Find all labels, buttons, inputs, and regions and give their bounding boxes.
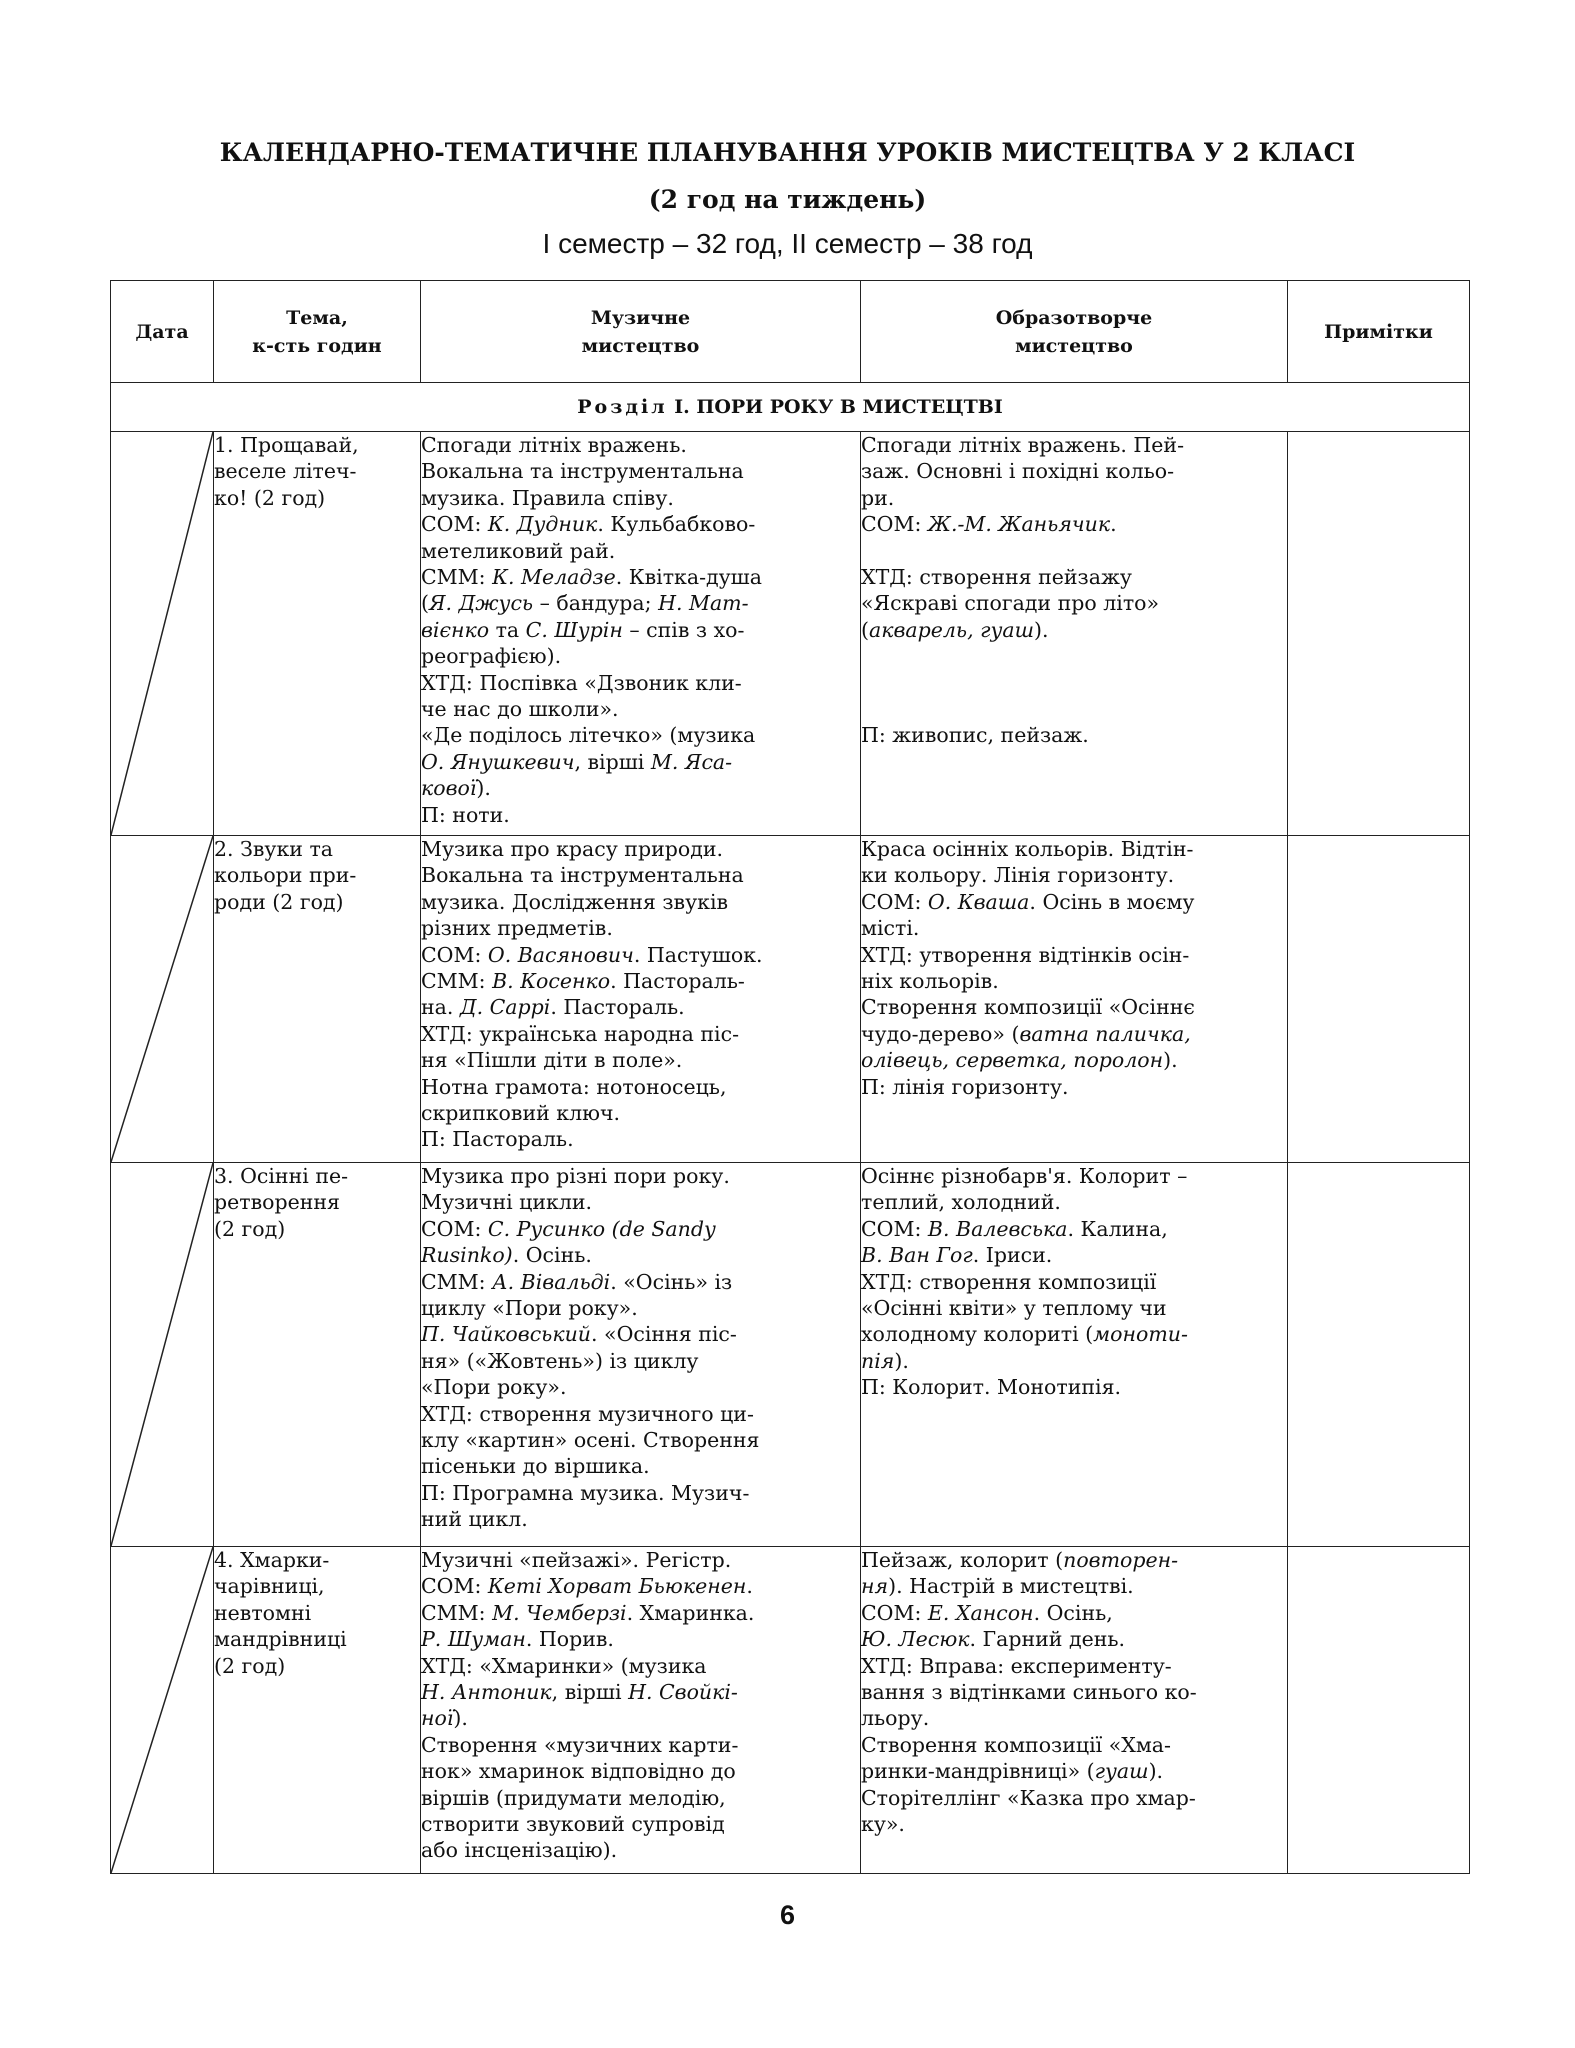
- page-title: КАЛЕНДАРНО-ТЕМАТИЧНЕ ПЛАНУВАННЯ УРОКІВ МИСТЕЦТВА У 2 КЛАСІ: [219, 138, 1356, 167]
- date-cell: [111, 836, 214, 1163]
- visual-line: Створення композиції «Хма-: [861, 1732, 1171, 1757]
- music-line: че нас до школи».: [421, 697, 619, 722]
- italic-name: Rusinko): [421, 1243, 513, 1268]
- visual-line: П: Колорит. Монотипія.: [861, 1375, 1122, 1400]
- visual-line: ХТД: створення пейзажу: [861, 565, 1132, 590]
- visual-line: П: живопис, пейзаж.: [861, 723, 1089, 748]
- topic-line: кольори при-: [214, 863, 357, 888]
- music-line: ної).: [421, 1706, 468, 1731]
- music-line: П. Чайковський. «Осіння піс-: [421, 1322, 737, 1347]
- visual-line: «Яскраві спогади про літо»: [861, 591, 1160, 616]
- music-line: (Я. Джусь – бандура; Н. Мат-: [421, 591, 749, 616]
- visual-line: [861, 538, 1287, 564]
- date-diagonal-line: [111, 836, 213, 1162]
- music-line: або інсценізацію).: [421, 1838, 618, 1863]
- music-line: СОМ: Кеті Хорват Бьюкенен.: [421, 1574, 753, 1599]
- music-line: музика. Дослідження звуків: [421, 889, 729, 914]
- lesson-row: [111, 1163, 1470, 1547]
- visual-line: чудо-дерево» (ватна паличка,: [861, 1021, 1191, 1046]
- visual-line: В. Ван Гог. Іриси.: [861, 1243, 1053, 1268]
- visual-line: [861, 643, 1287, 669]
- topic-line: 3. Осінні пе-: [214, 1164, 349, 1188]
- italic-name: Ю. Лесюк: [861, 1627, 970, 1652]
- italic-name: пія: [861, 1348, 895, 1373]
- music-line: П: Пастораль.: [421, 1127, 574, 1152]
- music-line: СОМ: О. Васянович. Пастушок.: [421, 942, 763, 967]
- italic-name: В. Косенко: [492, 969, 611, 994]
- visual-line: ня). Настрій в мистецтві.: [861, 1574, 1134, 1599]
- visual-line: Краса осінніх кольорів. Відтін-: [861, 837, 1194, 861]
- topic-line: 1. Прощавай,: [214, 433, 359, 457]
- italic-name: В. Валевська: [927, 1216, 1068, 1241]
- topic-line: невтомні: [214, 1600, 312, 1625]
- visual-line: ку».: [861, 1812, 905, 1837]
- italic-name: ня: [861, 1574, 889, 1599]
- notes-cell: [1288, 432, 1470, 836]
- visual-line: місті.: [861, 916, 920, 941]
- topic-line: ко! (2 год): [214, 485, 326, 510]
- visual-line: Створення композиції «Осіннє: [861, 995, 1195, 1020]
- visual-line: холодному колориті (моноти-: [861, 1322, 1188, 1347]
- italic-name: С. Шурін: [525, 617, 623, 642]
- music-line: СОМ: К. Дудник. Кульбабково-: [421, 512, 756, 537]
- italic-name: кової: [421, 776, 477, 801]
- visual-line: Ю. Лесюк. Гарний день.: [861, 1627, 1126, 1652]
- music-line: Р. Шуман. Порив.: [421, 1627, 614, 1652]
- music-line: Музика про різні пори року.: [421, 1164, 730, 1188]
- music-line: пісеньки до віршика.: [421, 1454, 650, 1479]
- visual-line: теплий, холодний.: [861, 1190, 1061, 1215]
- date-cell: [111, 1163, 214, 1547]
- lesson-row: [111, 432, 1470, 836]
- visual-line: ХТД: утворення відтінків осін-: [861, 942, 1190, 967]
- music-line: на. Д. Саррі. Пастораль.: [421, 995, 685, 1020]
- italic-name: С. Русинко (de Sandy: [487, 1216, 716, 1241]
- visual-line: олівець, серветка, поролон).: [861, 1048, 1178, 1073]
- header-music: Музичне мистецтво: [421, 281, 861, 383]
- italic-name: М. Чемберзі: [492, 1600, 627, 1625]
- visual-line: Осіннє різнобарв'я. Колорит –: [861, 1164, 1188, 1188]
- italic-name: гуаш: [1094, 1759, 1149, 1784]
- music-line: клу «картин» осені. Створення: [421, 1428, 760, 1453]
- music-line: музика. Правила співу.: [421, 485, 674, 510]
- music-line: СММ: М. Чемберзі. Хмаринка.: [421, 1600, 755, 1625]
- page-number: 6: [779, 1900, 796, 1930]
- italic-name: акварель, гуаш: [869, 617, 1035, 642]
- music-line: СММ: А. Вівальді. «Осінь» із: [421, 1269, 733, 1294]
- music-cell: [421, 432, 861, 836]
- music-line: СММ: К. Меладзе. Квітка-душа: [421, 565, 762, 590]
- visual-line: [861, 696, 1287, 722]
- italic-name: повторен-: [1063, 1548, 1179, 1572]
- visual-line: ХТД: створення композиції: [861, 1269, 1157, 1294]
- music-line: метеликовий рай.: [421, 538, 616, 563]
- visual-cell: [861, 432, 1288, 836]
- italic-name: К. Меладзе: [492, 565, 616, 590]
- lesson-row: [111, 836, 1470, 1163]
- topic-line: ретворення: [214, 1190, 340, 1215]
- visual-line: ХТД: Вправа: експерименту-: [861, 1653, 1172, 1678]
- visual-line: Сторітеллінг «Казка про хмар-: [861, 1785, 1196, 1810]
- date-diagonal-line: [111, 1163, 213, 1546]
- italic-name: Н. Антоник: [421, 1680, 552, 1705]
- music-line: «Де поділось літечко» (музика: [421, 723, 756, 748]
- topic-line: веселе літеч-: [214, 459, 357, 484]
- music-line: Вокальна та інструментальна: [421, 863, 744, 888]
- italic-name: вієнко: [421, 617, 490, 642]
- italic-name: Е. Хансон: [927, 1600, 1034, 1625]
- notes-cell: [1288, 836, 1470, 1163]
- date-cell: [111, 432, 214, 836]
- visual-cell: [861, 1163, 1288, 1547]
- music-line: П: Програмна музика. Музич-: [421, 1480, 750, 1505]
- visual-cell: [861, 836, 1288, 1163]
- music-line: Вокальна та інструментальна: [421, 459, 744, 484]
- italic-name: ватна паличка,: [1019, 1021, 1191, 1046]
- music-line: Музичні цикли.: [421, 1190, 593, 1215]
- italic-name: ної: [421, 1706, 454, 1731]
- lesson-row: [111, 1547, 1470, 1874]
- header-notes: Примітки: [1288, 281, 1470, 383]
- music-line: Створення «музичних карти-: [421, 1732, 739, 1757]
- topic-cell: [214, 1547, 421, 1874]
- italic-name: Кеті Хорват Бьюкенен: [487, 1574, 747, 1599]
- italic-name: П. Чайковський: [421, 1322, 591, 1347]
- section-row: [111, 383, 1470, 432]
- music-line: Музичні «пейзажі». Регістр.: [421, 1548, 732, 1572]
- topic-line: чарівниці,: [214, 1574, 325, 1599]
- italic-name: О. Кваша: [927, 889, 1030, 914]
- music-line: О. Янушкевич, вірші М. Яса-: [421, 749, 733, 774]
- music-line: кової).: [421, 776, 491, 801]
- italic-name: О. Янушкевич: [421, 749, 575, 774]
- visual-line: «Осінні квіти» у теплому чи: [861, 1296, 1167, 1321]
- visual-line: СОМ: Ж.-М. Жаньячик.: [861, 512, 1117, 537]
- music-line: скрипковий ключ.: [421, 1101, 621, 1126]
- italic-name: О. Васянович: [487, 942, 634, 967]
- visual-line: ніх кольорів.: [861, 969, 999, 994]
- visual-line: СОМ: Е. Хансон. Осінь,: [861, 1600, 1113, 1625]
- music-cell: [421, 1163, 861, 1547]
- music-line: ХТД: Поспівка «Дзвоник кли-: [421, 670, 742, 695]
- header-date: Дата: [111, 281, 214, 383]
- italic-name: Д. Саррі: [459, 995, 551, 1020]
- music-line: Музика про красу природи.: [421, 837, 724, 861]
- italic-name: олівець, серветка, поролон: [861, 1048, 1164, 1073]
- visual-line: заж. Основні і похідні кольо-: [861, 459, 1175, 484]
- italic-name: Ж.-М. Жаньячик: [927, 512, 1111, 537]
- music-line: ний цикл.: [421, 1507, 528, 1532]
- visual-line: Спогади літніх вражень. Пей-: [861, 433, 1185, 457]
- music-cell: [421, 836, 861, 1163]
- music-line: ня» («Жовтень») із циклу: [421, 1348, 699, 1373]
- music-line: СОМ: С. Русинко (de Sandy: [421, 1216, 716, 1241]
- visual-line: (акварель, гуаш).: [861, 617, 1049, 642]
- italic-name: Н. Мат-: [658, 591, 749, 616]
- topic-line: роди (2 год): [214, 889, 344, 914]
- music-line: реографією).: [421, 644, 562, 669]
- topic-cell: [214, 836, 421, 1163]
- section-title: Розділ І. ПОРИ РОКУ В МИСТЕЦТВІ: [111, 383, 1470, 432]
- italic-name: А. Вівальді: [492, 1269, 611, 1294]
- music-line: вієнко та С. Шурін – спів з хо-: [421, 617, 745, 642]
- music-line: ХТД: створення музичного ци-: [421, 1401, 754, 1426]
- italic-name: Р. Шуман: [421, 1627, 526, 1652]
- italic-name: К. Дудник: [487, 512, 598, 537]
- notes-cell: [1288, 1163, 1470, 1547]
- header-visual: Образотворче мистецтво: [861, 281, 1288, 383]
- visual-line: СОМ: О. Кваша. Осінь в моєму: [861, 889, 1195, 914]
- italic-name: моноти-: [1093, 1322, 1188, 1347]
- visual-line: пія).: [861, 1348, 909, 1373]
- music-line: Спогади літніх вражень.: [421, 433, 687, 457]
- visual-line: Пейзаж, колорит (повторен-: [861, 1548, 1179, 1572]
- visual-line: СОМ: В. Валевська. Калина,: [861, 1216, 1168, 1241]
- header-row: [111, 281, 1470, 383]
- date-diagonal-line: [111, 432, 213, 835]
- italic-name: М. Яса-: [650, 749, 733, 774]
- music-line: Нотна грамота: нотоносець,: [421, 1074, 727, 1099]
- italic-name: Я. Джусь: [429, 591, 534, 616]
- topic-line: мандрівниці: [214, 1627, 347, 1652]
- topic-line: (2 год): [214, 1216, 286, 1241]
- music-line: створити звуковий супровід: [421, 1812, 725, 1837]
- visual-line: ри.: [861, 485, 895, 510]
- semester-hours: І семестр – 32 год, ІІ семестр – 38 год: [542, 228, 1033, 259]
- music-line: ХТД: «Хмаринки» (музика: [421, 1653, 707, 1678]
- header-topic: Тема, к-сть годин: [214, 281, 421, 383]
- italic-name: В. Ван Гог: [861, 1243, 973, 1268]
- music-line: «Пори року».: [421, 1375, 567, 1400]
- music-line: нок» хмаринок відповідно до: [421, 1759, 736, 1784]
- topic-line: 4. Хмарки-: [214, 1548, 330, 1572]
- topic-cell: [214, 1163, 421, 1547]
- visual-line: вання з відтінками синього ко-: [861, 1680, 1197, 1705]
- music-line: Н. Антоник, вірші Н. Свойкі-: [421, 1680, 738, 1705]
- topic-line: 2. Звуки та: [214, 837, 334, 861]
- italic-name: Н. Свойкі-: [628, 1680, 738, 1705]
- visual-line: [861, 670, 1287, 696]
- date-diagonal-line: [111, 1547, 213, 1873]
- visual-line: П: лінія горизонту.: [861, 1074, 1069, 1099]
- topic-line: (2 год): [214, 1653, 286, 1678]
- music-line: СММ: В. Косенко. Пастораль-: [421, 969, 745, 994]
- music-line: Rusinko). Осінь.: [421, 1243, 592, 1268]
- music-line: віршів (придумати мелодію,: [421, 1785, 726, 1810]
- date-cell: [111, 1547, 214, 1874]
- visual-cell: [861, 1547, 1288, 1874]
- page-subtitle-hours-per-week: (2 год на тиждень): [648, 185, 927, 214]
- music-cell: [421, 1547, 861, 1874]
- visual-line: ринки-мандрівниці» (гуаш).: [861, 1759, 1164, 1784]
- music-line: ня «Пішли діти в поле».: [421, 1048, 683, 1073]
- visual-line: ки кольору. Лінія горизонту.: [861, 863, 1175, 888]
- topic-cell: [214, 432, 421, 836]
- visual-line: льору.: [861, 1706, 930, 1731]
- plan-table: [110, 280, 1470, 1874]
- music-line: циклу «Пори року».: [421, 1296, 638, 1321]
- music-line: П: ноти.: [421, 802, 510, 827]
- music-line: ХТД: українська народна піс-: [421, 1021, 739, 1046]
- notes-cell: [1288, 1547, 1470, 1874]
- music-line: різних предметів.: [421, 916, 613, 941]
